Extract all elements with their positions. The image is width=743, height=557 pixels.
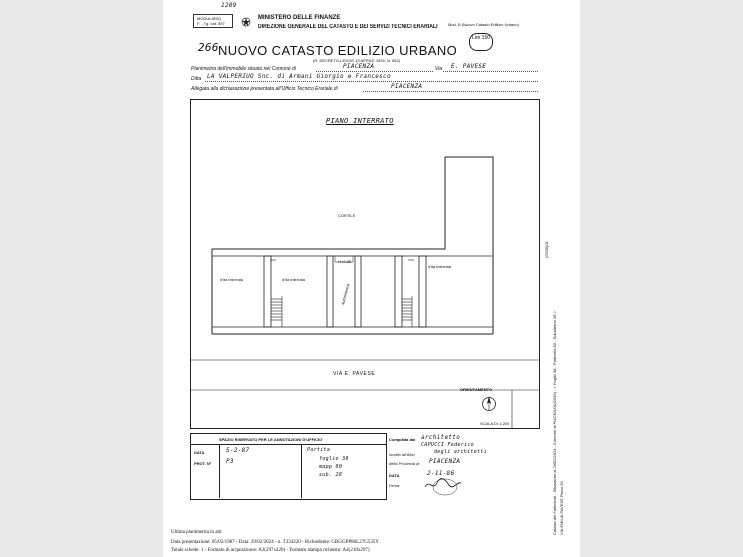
compiler-data-value: 2-11-86 <box>427 470 455 477</box>
office-mapp: mapp 80 <box>319 464 343 470</box>
office-sub: sub. 28 <box>319 472 343 478</box>
document-page <box>163 0 580 557</box>
compiler-data-label: DATA <box>389 473 400 478</box>
iscritto-value: degli architetti <box>434 449 487 455</box>
firma-label: Firma: <box>389 483 401 488</box>
compiler-name: CAPUCCI Federico <box>421 442 474 448</box>
top-right-note: Mod. B (Nuovo Catasto Edilizio Urbano) <box>448 22 519 27</box>
side-stamp-text-2: VIA EMILIA PAVESE Piano S1 <box>559 480 564 535</box>
emblem-icon <box>241 14 251 24</box>
document-title: NUOVO CATASTO EDILIZIO URBANO <box>218 43 458 58</box>
via-value: E. PAVESE <box>451 63 487 70</box>
room-label-3: d'ita interrata <box>428 264 451 269</box>
sheet-number: 266 <box>198 41 219 54</box>
room-label-1: d'ita interrata <box>220 277 243 282</box>
footer-line-1: Ultima planimetria in atti <box>171 530 222 535</box>
compiler-box <box>389 433 540 498</box>
cortile-label: CORTILE <box>338 213 356 218</box>
iscritto-label: Iscritto all'Albo <box>389 452 415 457</box>
ramp-label: autorimessa <box>340 282 351 306</box>
form-code: MODULARIO F. - Tg. cat. 397 <box>193 14 233 28</box>
ditta-value: LA VALPERIUO Snc. di Armani Giorgio e Francesco <box>207 73 391 80</box>
ditta-label: Ditta <box>191 76 202 82</box>
side-stamp-code: (G535)01 <box>544 241 549 258</box>
office-prot-label: PROT. Nº <box>194 461 212 466</box>
office-foglio: foglio 38 <box>319 456 349 462</box>
floor-title: PIANO INTERRATO <box>326 117 394 125</box>
provincia-value: PIACENZA <box>429 458 461 465</box>
law-note: (R. DECRETO-LEGGE 13 APRILE 1939, N. 652) <box>313 58 401 63</box>
allegata-label: Allegata alla dichiarazione presentata all'Ufficio Tecnico Erariale di <box>191 86 338 92</box>
scale-label: SCALA DI 1:200 <box>480 421 510 426</box>
ministry-heading: MINISTERO DELLE FINANZE <box>258 15 341 21</box>
orientation-label: ORIENTAMENTO <box>460 387 493 392</box>
office-prot-value: P3 <box>226 458 234 465</box>
floor-plan <box>190 99 540 429</box>
via-label: Via <box>435 66 443 72</box>
direction-heading: DIREZIONE GENERALE DEL CATASTO E DEI SERVIZI TECNICI ERARIALI <box>258 24 438 30</box>
street-label: VIA E. PAVESE <box>333 371 376 377</box>
planimetry-label: Planimetria dell'immobile situato nel Comune di <box>191 66 296 72</box>
signature-stamp-icon <box>423 471 463 497</box>
provincia-label: della Provincia di <box>389 461 420 466</box>
price-box: Lire 150 <box>469 33 493 51</box>
office-partita: Partita <box>307 447 331 453</box>
comune-value: PIACENZA <box>343 63 375 70</box>
room-label-2: d'ita interrata <box>282 277 305 282</box>
office-box <box>190 433 387 500</box>
ufficio-value: PIACENZA <box>391 83 423 90</box>
height-label: H=2,85 <box>338 259 352 264</box>
form-number: 1209 <box>221 2 237 9</box>
office-data-label: DATA <box>194 450 205 455</box>
footer-line-2: Data presentazione: 05/02/1987 - Data: 29/02/2024 - n. T334220 - Richiedente: GRGGPP86L27G535Y <box>171 540 379 545</box>
office-data-value: 5-2-87 <box>226 447 250 454</box>
compilata-value: architetto <box>421 434 461 441</box>
compilata-label: Compilata dal <box>389 437 416 442</box>
office-heading: SPAZIO RISERVATO PER LE ANNOTAZIONI D'UFFICIO <box>219 437 323 442</box>
footer-line-3: Totale schede: 1 - Formato di acquisizione: A3(297x420) - Formato stampa richiesto: A4(210x297) <box>171 548 370 553</box>
side-stamp-text: Catasto dei Fabbricati - Situazione al 29/02/2024 - Comune di PIACENZA(G535) - < Foglio 38 - Particella 80 - Subalterno 28 > <box>552 311 557 535</box>
compass-icon <box>481 395 497 413</box>
